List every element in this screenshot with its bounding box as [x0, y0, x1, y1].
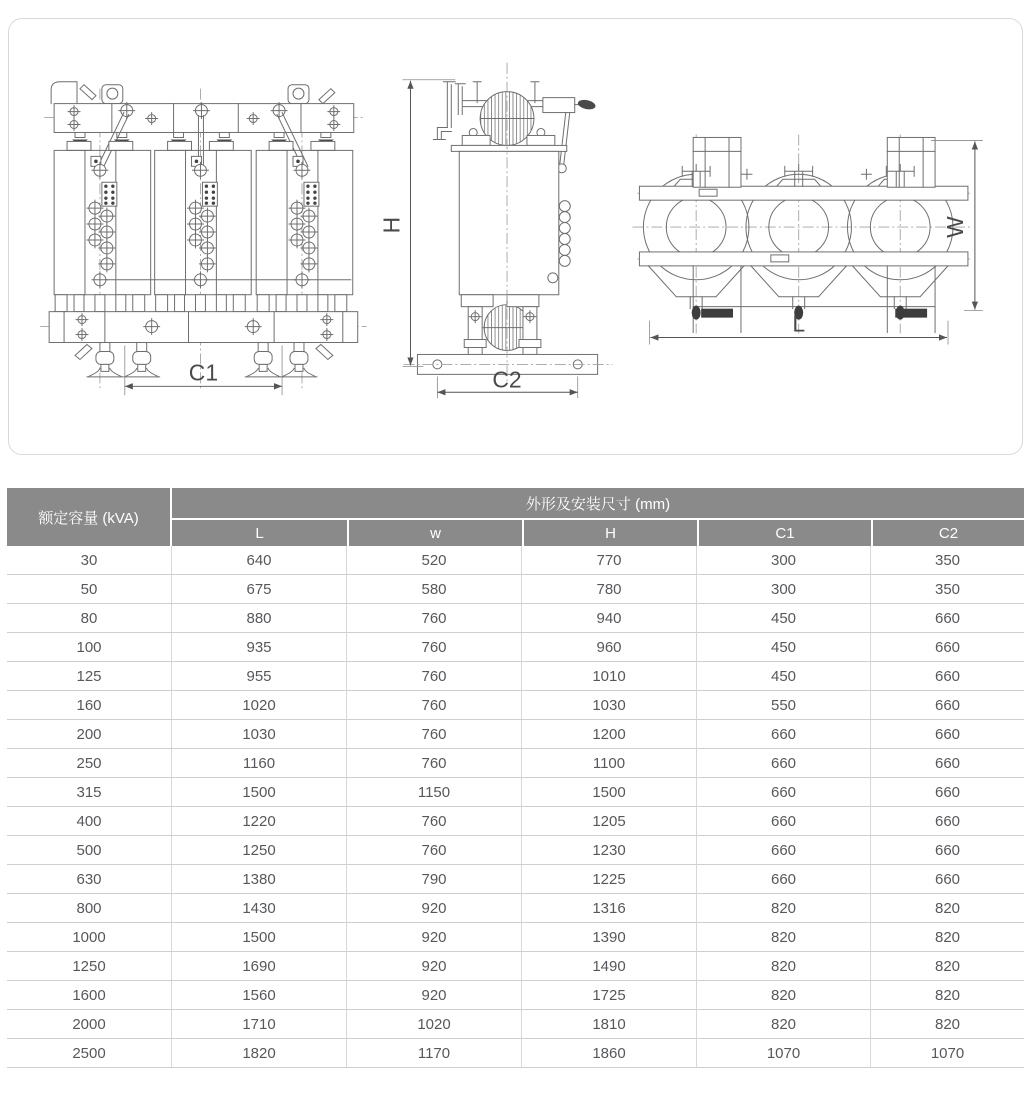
table-row — [7, 807, 1024, 836]
dimension-cell: 640 — [172, 546, 347, 575]
dimension-cell: 820 — [871, 1010, 1024, 1039]
top-view — [632, 134, 982, 344]
dimension-cell: 580 — [347, 575, 522, 604]
dimension-cell: 920 — [347, 952, 522, 981]
dimension-cell: 1200 — [522, 720, 697, 749]
dimension-cell: 955 — [172, 662, 347, 691]
dimension-cell: 1205 — [522, 807, 697, 836]
dimension-cell: 1030 — [522, 691, 697, 720]
dimension-cell: 760 — [347, 662, 522, 691]
dim-label-c1: C1 — [188, 359, 219, 386]
table-row — [7, 720, 1024, 749]
rated-capacity-cell: 1250 — [7, 952, 172, 981]
dim-label-w: W — [941, 216, 968, 238]
dimension-cell: 820 — [871, 952, 1024, 981]
dimension-cell: 1690 — [172, 952, 347, 981]
dimension-cell: 350 — [871, 575, 1024, 604]
dimension-cell: 660 — [871, 691, 1024, 720]
dimension-cell: 450 — [697, 633, 871, 662]
dimension-cell: 935 — [172, 633, 347, 662]
dimension-cell: 920 — [347, 923, 522, 952]
table-row — [7, 662, 1024, 691]
dimension-cell: 675 — [172, 575, 347, 604]
rated-capacity-cell: 1600 — [7, 981, 172, 1010]
dimension-cell: 770 — [522, 546, 697, 575]
dimension-cell: 1250 — [172, 836, 347, 865]
dimension-cell: 660 — [697, 865, 871, 894]
dimension-cell: 1820 — [172, 1039, 347, 1068]
dimension-cell: 660 — [697, 807, 871, 836]
front-view — [40, 82, 366, 396]
dimension-cell: 820 — [871, 923, 1024, 952]
dimension-cell: 1500 — [522, 778, 697, 807]
dimension-cell: 790 — [347, 865, 522, 894]
dimension-cell: 1225 — [522, 865, 697, 894]
dimension-cell: 920 — [347, 894, 522, 923]
rated-capacity-cell: 160 — [7, 691, 172, 720]
dimension-cell: 1230 — [522, 836, 697, 865]
table-row — [7, 952, 1024, 981]
header-row-group — [7, 488, 1024, 520]
dimension-cell: 1020 — [347, 1010, 522, 1039]
dimension-cell: 1430 — [172, 894, 347, 923]
rated-capacity-cell: 630 — [7, 865, 172, 894]
dimension-cell: 300 — [697, 546, 871, 575]
drawing-panel — [8, 18, 1023, 455]
col-header-w: w — [347, 520, 522, 546]
dimension-cell: 760 — [347, 604, 522, 633]
dimension-cell: 660 — [697, 720, 871, 749]
dimension-cell: 660 — [871, 749, 1024, 778]
dimension-cell: 760 — [347, 691, 522, 720]
table-row — [7, 981, 1024, 1010]
dimension-cell: 660 — [871, 662, 1024, 691]
dimension-cell: 760 — [347, 836, 522, 865]
rated-capacity-cell: 500 — [7, 836, 172, 865]
table-row — [7, 633, 1024, 662]
dimension-cell: 660 — [871, 807, 1024, 836]
dimension-cell: 1500 — [172, 923, 347, 952]
dimension-cell: 1030 — [172, 720, 347, 749]
dimension-cell: 760 — [347, 720, 522, 749]
col-header-l: L — [172, 520, 347, 546]
dimension-cell: 1380 — [172, 865, 347, 894]
dimension-cell: 1490 — [522, 952, 697, 981]
table-row — [7, 778, 1024, 807]
col-header-c2: C2 — [871, 520, 1024, 546]
rated-capacity-cell: 200 — [7, 720, 172, 749]
dimension-cell: 1316 — [522, 894, 697, 923]
rated-capacity-cell: 800 — [7, 894, 172, 923]
rated-capacity-cell: 50 — [7, 575, 172, 604]
dimension-cell: 1070 — [871, 1039, 1024, 1068]
dimension-cell: 760 — [347, 749, 522, 778]
dimension-cell: 1160 — [172, 749, 347, 778]
rated-capacity-cell: 400 — [7, 807, 172, 836]
table-row — [7, 1010, 1024, 1039]
table-body — [7, 546, 1024, 1068]
dimension-cell: 1560 — [172, 981, 347, 1010]
dimension-cell: 1390 — [522, 923, 697, 952]
table-row — [7, 1039, 1024, 1068]
dimension-cell: 660 — [697, 778, 871, 807]
dimension-cell: 920 — [347, 981, 522, 1010]
rated-capacity-cell: 250 — [7, 749, 172, 778]
dimension-cell: 660 — [871, 604, 1024, 633]
table-row — [7, 923, 1024, 952]
dimension-cell: 1725 — [522, 981, 697, 1010]
dimension-cell: 1710 — [172, 1010, 347, 1039]
dimension-cell: 760 — [347, 633, 522, 662]
rated-capacity-cell: 30 — [7, 546, 172, 575]
dimension-cell: 1220 — [172, 807, 347, 836]
table-row — [7, 749, 1024, 778]
engineering-drawings — [9, 19, 1022, 454]
dimension-cell: 1500 — [172, 778, 347, 807]
rated-capacity-cell: 2500 — [7, 1039, 172, 1068]
rated-capacity-cell: 80 — [7, 604, 172, 633]
dimension-cell: 660 — [871, 720, 1024, 749]
dim-label-c2: C2 — [492, 366, 522, 393]
dimension-cell: 660 — [871, 865, 1024, 894]
dimension-cell: 350 — [871, 546, 1024, 575]
table-row — [7, 604, 1024, 633]
col-header-c1: C1 — [697, 520, 871, 546]
dimension-cell: 660 — [697, 749, 871, 778]
rated-capacity-header: 额定容量 (kVA) — [7, 488, 172, 546]
dimension-cell: 780 — [522, 575, 697, 604]
dimension-cell: 450 — [697, 662, 871, 691]
col-header-h: H — [522, 520, 697, 546]
dimension-cell: 820 — [697, 923, 871, 952]
dimension-cell: 660 — [697, 836, 871, 865]
dimension-cell: 880 — [172, 604, 347, 633]
table-row — [7, 575, 1024, 604]
rated-capacity-cell: 125 — [7, 662, 172, 691]
dimension-cell: 660 — [871, 633, 1024, 662]
dimension-cell: 1070 — [697, 1039, 871, 1068]
table-row — [7, 894, 1024, 923]
rated-capacity-cell: 100 — [7, 633, 172, 662]
rated-capacity-cell: 315 — [7, 778, 172, 807]
dimension-cell: 820 — [697, 981, 871, 1010]
dim-label-l: L — [792, 310, 806, 337]
dimension-cell: 550 — [697, 691, 871, 720]
dimension-cell: 1010 — [522, 662, 697, 691]
dimension-cell: 660 — [871, 778, 1024, 807]
rated-capacity-cell: 2000 — [7, 1010, 172, 1039]
dimension-cell: 820 — [871, 894, 1024, 923]
dimension-cell: 760 — [347, 807, 522, 836]
table-row — [7, 691, 1024, 720]
dimension-cell: 940 — [522, 604, 697, 633]
dimension-cell: 450 — [697, 604, 871, 633]
dimension-cell: 1170 — [347, 1039, 522, 1068]
dimension-cell: 1150 — [347, 778, 522, 807]
dimension-cell: 820 — [697, 1010, 871, 1039]
dimension-cell: 1020 — [172, 691, 347, 720]
dimension-cell: 1100 — [522, 749, 697, 778]
dimension-cell: 820 — [697, 952, 871, 981]
dimension-cell: 820 — [697, 894, 871, 923]
side-view — [379, 63, 613, 398]
dimension-cell: 960 — [522, 633, 697, 662]
dimension-cell: 300 — [697, 575, 871, 604]
dimensions-group-header: 外形及安装尺寸 (mm) — [172, 488, 1024, 520]
rated-capacity-cell: 1000 — [7, 923, 172, 952]
dimension-cell: 520 — [347, 546, 522, 575]
table-row — [7, 836, 1024, 865]
dimension-cell: 1810 — [522, 1010, 697, 1039]
dimension-cell: 820 — [871, 981, 1024, 1010]
table-row — [7, 546, 1024, 575]
dimension-cell: 1860 — [522, 1039, 697, 1068]
dimension-cell: 660 — [871, 836, 1024, 865]
table-row — [7, 865, 1024, 894]
dimension-table — [7, 488, 1024, 1068]
dim-label-h: H — [378, 216, 405, 234]
